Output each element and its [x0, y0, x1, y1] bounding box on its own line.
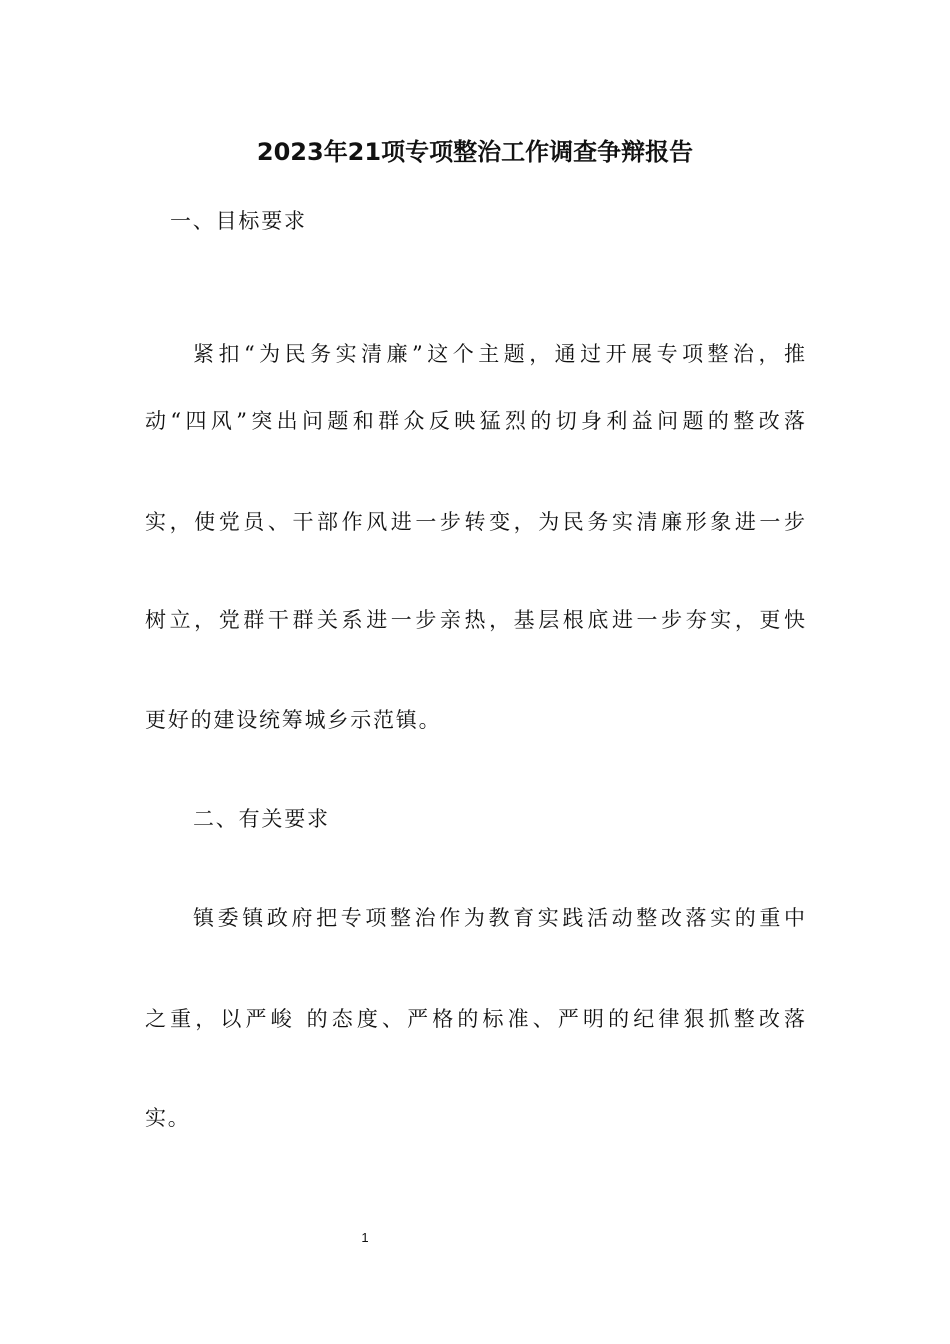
paragraph-line: 紧扣“为民务实清廉”这个主题，通过开展专项整治，推 — [193, 342, 805, 366]
paragraph-line: 实，使党员、干部作风进一步转变，为民务实清廉形象进一步 — [145, 510, 805, 534]
paragraph-line: 更好的建设统筹城乡示范镇。 — [145, 708, 442, 732]
paragraph-line: 动“四风”突出问题和群众反映猛烈的切身利益问题的整改落 — [145, 409, 805, 433]
paragraph-line: 镇委镇政府把专项整治作为教育实践活动整改落实的重中 — [193, 906, 805, 930]
paragraph-line: 之重，以严峻 的态度、严格的标准、严明的纪律狠抓整改落 — [145, 1007, 805, 1031]
page-number: 1 — [361, 1230, 369, 1245]
section-heading-requirements: 二、有关要求 — [193, 807, 330, 831]
section-heading-targets: 一、目标要求 — [170, 209, 307, 233]
paragraph-line: 树立，党群干群关系进一步亲热，基层根底进一步夯实，更快 — [145, 608, 805, 632]
paragraph-line: 实。 — [145, 1106, 191, 1130]
document-title: 2023年21项专项整治工作调查争辩报告 — [256, 138, 694, 166]
